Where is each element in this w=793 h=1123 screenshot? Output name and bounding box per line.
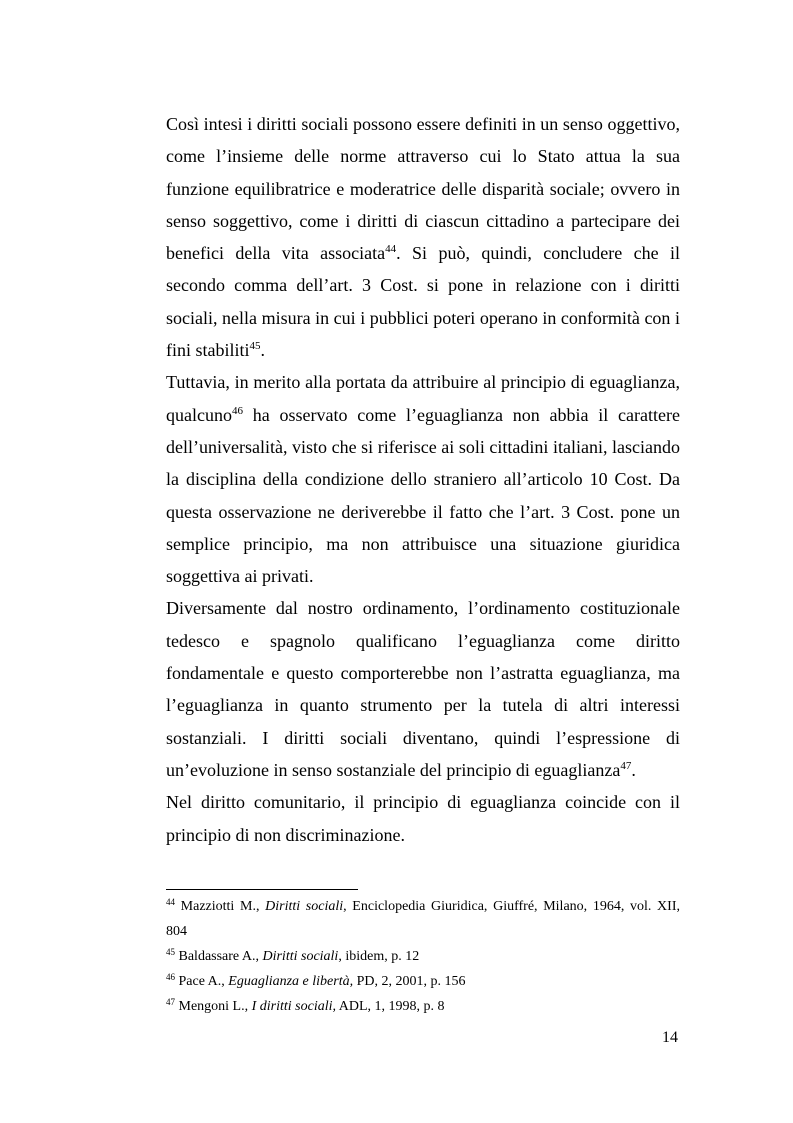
text-run: ha osservato come l’eguaglianza non abbia il carattere dell’universalità, visto che si riferisce ai soli cittadini italiani, lasciando la disciplina della condizione dello straniero all’articolo 10 Cost. Da questa osservazione ne deriverebbe il fatto che l’art. 3 Cost. pone un semplice principio, ma non attribuisce una situazione giuridica soggettiva ai privati. bbox=[166, 404, 680, 587]
footnote bbox=[166, 994, 680, 1019]
text-run: . bbox=[631, 759, 636, 780]
footnote-author: Pace A., bbox=[178, 974, 229, 989]
footnote-separator bbox=[166, 889, 358, 890]
footnote-title: I diritti sociali, bbox=[251, 999, 336, 1014]
footnote-ref: 44 bbox=[385, 243, 397, 256]
footnote-author: Mazziotti M., bbox=[180, 899, 266, 914]
footnote-author: Baldassare A., bbox=[178, 949, 263, 964]
text-run: Così intesi i diritti sociali possono essere definiti in un senso oggettivo, come l’insieme delle norme attraverso cui lo Stato attua la sua funzione equilibratrice e moderatrice delle disparità sociale; ovvero in senso soggettivo, come i diritti di ciascun cittadino a partecipare dei benefici della vita associata bbox=[166, 114, 680, 264]
text-run: . Si può, quindi, concludere che il secondo comma dell’art. 3 Cost. si pone in relazione con i diritti sociali, nella misura in cui i pubblici poteri operano in conformità con i fini stabiliti bbox=[166, 243, 680, 361]
text-run: Nel diritto comunitario, il principio di eguaglianza coincide con il principio di non discriminazione. bbox=[166, 792, 680, 845]
paragraph bbox=[166, 366, 680, 592]
footnote bbox=[166, 894, 680, 944]
paragraph bbox=[166, 786, 680, 851]
text-run: Diversamente dal nostro ordinamento, l’ordinamento costituzionale tedesco e spagnolo qualificano l’eguaglianza come diritto fondamentale e questo comporterebbe non l’astratta eguaglianza, ma l’eguaglianza in quanto strumento per la tutela di altri interessi sostanziali. I diritti sociali diventano, quindi l’espressione di un’evoluzione in senso sostanziale del principio di eguaglianza bbox=[166, 598, 680, 780]
footnote-number: 46 bbox=[166, 972, 175, 982]
footnote-rest: , Enciclopedia Giuridica, Giuffré, Milano, 1964, vol. XII, 804 bbox=[166, 899, 680, 939]
footnote-author: Mengoni L., bbox=[178, 999, 252, 1014]
footnote-rest: PD, 2, 2001, p. 156 bbox=[353, 974, 466, 989]
text-run: Tuttavia, in merito alla portata da attribuire al principio di eguaglianza, qualcuno bbox=[166, 372, 680, 425]
footnote-rest: , ibidem, p. 12 bbox=[338, 949, 420, 964]
footnotes bbox=[166, 894, 680, 1019]
footnote-number: 45 bbox=[166, 947, 175, 957]
text-run: . bbox=[260, 340, 265, 361]
footnote-rest: ADL, 1, 1998, p. 8 bbox=[336, 999, 445, 1014]
body-text bbox=[166, 108, 680, 851]
footnote-ref: 46 bbox=[231, 404, 243, 417]
paragraph bbox=[166, 592, 680, 786]
paragraph bbox=[166, 108, 680, 366]
footnote-ref: 47 bbox=[620, 759, 632, 772]
footnote bbox=[166, 969, 680, 994]
footnote-title: Eguaglianza e libertà, bbox=[228, 974, 354, 989]
page-number: 14 bbox=[662, 1029, 678, 1046]
footnote-number: 47 bbox=[166, 997, 175, 1007]
footnote-title: Diritti sociali bbox=[265, 899, 344, 914]
footnote-title: Diritti sociali bbox=[262, 949, 339, 964]
footnote-ref: 45 bbox=[249, 340, 261, 353]
footnote bbox=[166, 944, 680, 969]
footnote-number: 44 bbox=[166, 897, 175, 907]
